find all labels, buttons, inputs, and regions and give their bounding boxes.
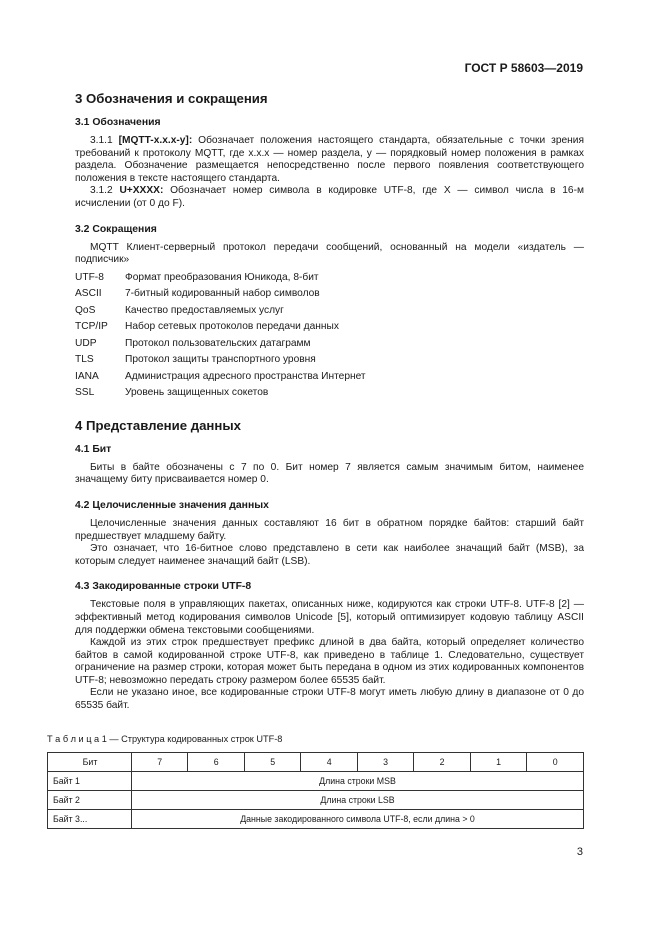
abbreviation-row — [75, 371, 584, 388]
section-4-title: 4 Представление данных — [75, 417, 241, 433]
abbreviation-meaning: Качество предоставляемых услуг — [125, 304, 284, 316]
bit-header: 2 — [414, 753, 470, 772]
bit-header: 0 — [527, 753, 584, 772]
clause-number: 3.1.2 — [90, 185, 113, 197]
table-caption-text: — Структура кодированных строк UTF-8 — [106, 733, 283, 744]
abbreviation-meaning: Формат преобразования Юникода, 8-бит — [125, 271, 319, 283]
abbreviation-row — [75, 305, 584, 322]
table-caption — [47, 733, 584, 746]
row-value: Данные закодированного символа UTF-8, если длина > 0 — [132, 810, 584, 829]
standard-code: ГОСТ Р 58603—2019 — [464, 61, 583, 75]
clause-number: 3.1.1 — [90, 135, 113, 146]
abbreviation-term: UTF-8 — [75, 271, 104, 283]
subsection-4-1-title: 4.1 Бит — [75, 443, 112, 455]
row-label: Байт 2 — [48, 791, 132, 810]
table-caption-label: Т а б л и ц а 1 — [47, 733, 107, 744]
paragraph-4-1: Биты в байте обозначены с 7 по 0. Бит номер 7 является самым значимым битом, наименее значащему биту присваивается номер 0. — [75, 461, 584, 486]
abbreviation-term: TLS — [75, 354, 94, 366]
bit-header: 3 — [357, 753, 413, 772]
table-header-row — [48, 753, 584, 772]
abbreviation-term: QoS — [75, 304, 96, 316]
paragraph-4-3-2: Каждой из этих строк предшествует префикс длиной в два байта, который определяет количество байтов в самой кодированной строке UTF-8, как приведено в таблице 1. Следовательно, существует ограничение на размер строки, которая может быть передана в одном из этих кодированных компонентов UTF-8; невозможно передать строку размером более 65535 байт. — [75, 637, 584, 686]
bit-header: 5 — [244, 753, 300, 772]
abbreviation-term: SSL — [75, 387, 95, 399]
abbreviation-row — [75, 338, 584, 355]
table-row — [48, 810, 584, 829]
bit-header: 4 — [301, 753, 357, 772]
abbreviation-term: TCP/IP — [75, 321, 108, 333]
abbreviation-row — [75, 387, 584, 404]
mqtt-definition: MQTT Клиент-серверный протокол передачи сообщений, основанный на модели «издатель — подписчик» — [75, 241, 584, 266]
row-value: Длина строки MSB — [132, 772, 584, 791]
paragraph-3-1-1 — [75, 135, 584, 185]
abbreviation-meaning: Набор сетевых протоколов передачи данных — [125, 321, 339, 333]
abbreviation-meaning: Администрация адресного пространства Интернет — [125, 370, 366, 382]
abbreviations-list — [75, 272, 584, 404]
document-body — [47, 91, 584, 750]
abbreviation-row — [75, 321, 584, 338]
table-row — [48, 791, 584, 810]
row-value: Длина строки LSB — [132, 791, 584, 810]
subsection-4-3-title: 4.3 Закодированные строки UTF-8 — [75, 581, 252, 593]
definition: Обозначает положения настоящего стандарта, обязательные с точки зрения требований к протоколу MQTT, где x.x.x — номер раздела, y — порядковый номер положения в рамках раздела. Обозначение размещается непосредственно после первого появления соответствующего положения в тексте настоящего стандарта. — [75, 135, 584, 184]
abbreviation-meaning: Протокол защиты транспортного уровня — [125, 354, 316, 366]
term: U+XXXX: — [119, 185, 164, 197]
subsection-3-2-title: 3.2 Сокращения — [75, 223, 157, 235]
paragraph-4-3-1: Текстовые поля в управляющих пакетах, описанных ниже, кодируются как строки UTF-8. UTF-8 [2] — эффективный метод кодирования символов Unicode [5], который оптимизирует кодовую таблицу ASCII для поддержки обмена текстовыми сообщениями. — [75, 599, 584, 636]
abbreviation-row — [75, 272, 584, 289]
paragraph-4-2-1: Целочисленные значения данных составляют 16 бит в обратном порядке байтов: старший байт предшествует младшему байту. — [75, 517, 584, 542]
row-label: Байт 1 — [48, 772, 132, 791]
abbreviation-row — [75, 354, 584, 371]
abbreviation-row — [75, 288, 584, 305]
subsection-4-2-title: 4.2 Целочисленные значения данных — [75, 499, 269, 511]
abbreviation-meaning: Уровень защищенных сокетов — [125, 387, 269, 399]
abbreviation-meaning: 7-битный кодированный набор символов — [125, 288, 320, 300]
paragraph-4-3-3: Если не указано иное, все кодированные строки UTF-8 могут иметь любую длину в диапазоне от 0 до 65535 байт. — [75, 687, 584, 712]
bit-header: 7 — [132, 753, 188, 772]
subsection-3-1-title: 3.1 Обозначения — [75, 117, 161, 128]
definition: Обозначает номер символа в кодировке UTF-8, где X — символ числа в 16-м исчислении (от 0 до F). — [75, 185, 584, 209]
paragraph-3-1-2 — [75, 185, 584, 210]
table-row — [48, 772, 584, 791]
bit-header: 6 — [188, 753, 244, 772]
bit-header: 1 — [470, 753, 526, 772]
term: [MQTT-x.x.x-y]: — [118, 135, 193, 146]
header-label: Бит — [48, 753, 132, 772]
abbreviation-meaning: Протокол пользовательских датаграмм — [125, 337, 311, 349]
paragraph-4-2-2: Это означает, что 16-битное слово представлено в сети как наиболее значащий байт (MSB), за которым следует наименее значащий байт (LSB). — [75, 543, 584, 567]
section-3-title: 3 Обозначения и сокращения — [75, 91, 268, 106]
abbreviation-term: IANA — [75, 370, 99, 382]
utf8-structure-table — [47, 752, 584, 829]
page-number: 3 — [576, 846, 583, 858]
row-label: Байт 3... — [48, 810, 132, 829]
abbreviation-term: ASCII — [75, 288, 102, 300]
abbreviation-term: UDP — [75, 337, 97, 349]
